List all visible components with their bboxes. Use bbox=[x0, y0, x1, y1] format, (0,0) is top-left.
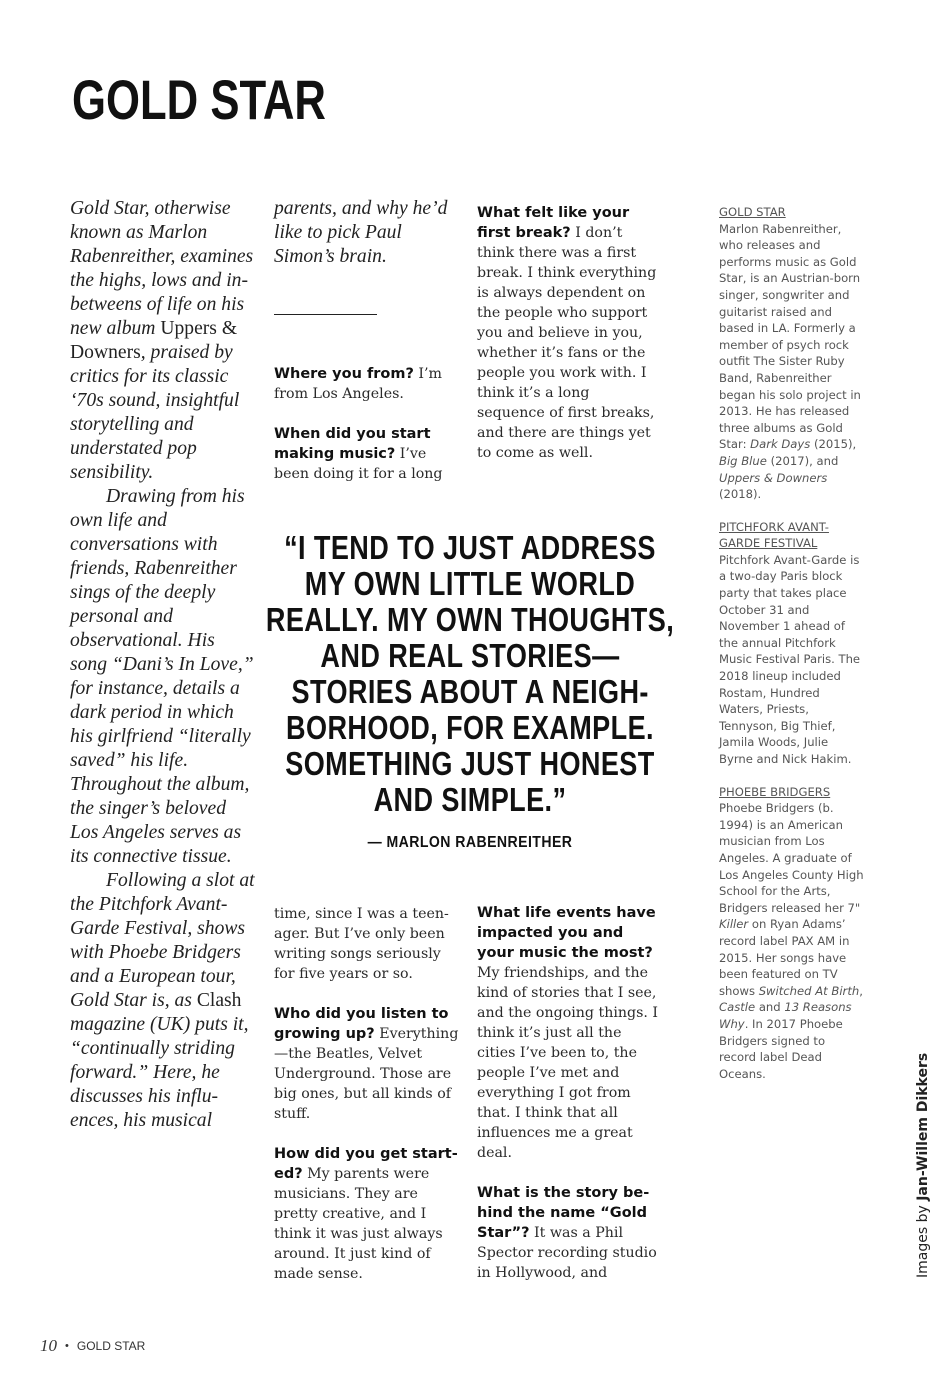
qa-entry bbox=[477, 203, 659, 463]
footer-bullet: • bbox=[65, 1340, 69, 1352]
answer: My friendships, and the kind of stories that I see, and the ongoing things. I think it’s just all the cities I’ve been to, the people I’ve met and everything I got from that. I think that all influences me a great deal. bbox=[477, 965, 659, 1161]
sidebar bbox=[719, 204, 865, 1098]
sidebar-heading: PITCHFORK AVANT-GARDE FESTIVAL bbox=[719, 519, 829, 551]
intro-continuation: parents, and why he’d like to pick Paul Simon’s brain. bbox=[274, 198, 448, 267]
qa-entry bbox=[274, 1144, 460, 1284]
intro-paragraph-3: Following a slot at the Pitchfork Avant-Garde Festival, shows with Phoebe Bridgers and a European tour, Gold Star is, as Clash magazine (UK) puts it, “continually striding forward.” Here, he discusses his influences, his musical bbox=[70, 870, 255, 1131]
answer: I don’t think there was a first break. I think everything is always dependent on the people who support you and believe in you, whether it’s fans or the people you work with. I think it’s a long sequence of first breaks, and there are things yet to come as well. bbox=[477, 225, 657, 461]
answer: My parents were musicians. They are pretty creative, and I think it was just always around. It just kind of made sense. bbox=[274, 1166, 443, 1282]
question: What is the story behind the name “Gold Star”? bbox=[477, 1185, 650, 1241]
magazine-name: Clash bbox=[196, 990, 242, 1011]
intro-column bbox=[70, 197, 256, 1133]
question: What felt like your first break? bbox=[477, 205, 630, 241]
page-footer bbox=[40, 1336, 145, 1356]
qa-entry bbox=[477, 903, 659, 1163]
qa-column-2b bbox=[274, 904, 460, 1304]
answer: It was a Phil Spector recording studio in Hollywood, and bbox=[477, 1225, 657, 1281]
intro-paragraph-1: Gold Star, otherwise known as Marlon Rabenreither, examines the highs, lows and in-betweens of life on his new album Uppers & Downers, praised by critics for its classic ‘70s sound, insightful storytelling and understated pop sensibility. bbox=[70, 198, 254, 483]
qa-column-2a bbox=[274, 364, 458, 504]
qa-entry bbox=[274, 424, 458, 484]
photo-credit: Images by Jan-Willem Dikkers bbox=[915, 1052, 931, 1278]
sidebar-gold-star bbox=[719, 204, 865, 503]
qa-column-3a bbox=[477, 203, 659, 483]
divider-rule bbox=[274, 314, 377, 315]
answer: I’ve been doing it for a long bbox=[274, 446, 443, 482]
page-title: GOLD STAR bbox=[72, 68, 326, 131]
sidebar-heading: PHOEBE BRIDGERS bbox=[719, 784, 831, 799]
footer-label: GOLD STAR bbox=[76, 1339, 146, 1353]
sidebar-pitchfork bbox=[719, 519, 865, 768]
qa-entry bbox=[274, 1004, 460, 1124]
page-number: 10 bbox=[40, 1336, 57, 1355]
answer: Everything—the Beatles, Velvet Underground. Those are big ones, but all kinds of stuff. bbox=[274, 1026, 459, 1122]
answer: time, since I was a teenager. But I’ve only been writing songs seriously for five years or so. bbox=[274, 906, 449, 982]
qa-entry bbox=[477, 1183, 659, 1283]
question: When did you start making music? bbox=[274, 426, 431, 462]
qa-column-3b bbox=[477, 903, 659, 1303]
album-name: Uppers & Downers bbox=[70, 318, 238, 363]
sidebar-body: Pitchfork Avant-Garde is a two-day Paris block party that takes place October 31 and November 1 ahead of the annual Pitchfork Music Festival Paris. The 2018 lineup included Rostam, Hundred Waters, Priests, Tennyson, Big Thief, Jamila Woods, Julie Byrne and Nick Hakim. bbox=[719, 552, 861, 766]
sidebar-phoebe-bridgers bbox=[719, 784, 865, 1083]
question: What life events have impacted you and your music the most? bbox=[477, 905, 656, 961]
question: How did you get started? bbox=[274, 1146, 458, 1182]
pull-quote-text: “I TEND TO JUST ADDRESS MY OWN LITTLE WORLD REALLY. MY OWN THOUGHTS, AND REAL STORIES— STORIES ABOUT A NEIGHBORHOOD, FOR EXAMPLE. SOMETHING JUST HONEST AND SIMPLE.” bbox=[265, 529, 675, 818]
question: Where you from? bbox=[274, 366, 414, 382]
sidebar-body: Marlon Rabenreither, who releases and performs music as Gold Star, is an Austrian-born singer, songwriter and guitarist raised and based in LA. Formerly a member of psych rock outfit The Sister Ruby Band, Rabenreither began his solo project in 2013. He has released three albums as Gold Star: Dark Days (2015), Big Blue (2017), and Uppers & Downers (2018). bbox=[719, 221, 861, 502]
sidebar-body: Phoebe Bridgers (b. 1994) is an American musician from Los Angeles. A graduate of Los Angeles County High School for the Arts, Bridgers released her 7" Killer on Ryan Adams’ record label PAX AM in 2015. Her songs have been featured on TV shows Switched At Birth, Castle and 13 Reasons Why. In 2017 Phoebe Bridgers signed to record label Dead Oceans. bbox=[719, 801, 864, 1081]
answer: I’m from Los Angeles. bbox=[274, 366, 442, 402]
sidebar-heading: GOLD STAR bbox=[719, 205, 786, 219]
question: Who did you listen to growing up? bbox=[274, 1006, 449, 1042]
pull-quote bbox=[262, 530, 678, 852]
qa-entry bbox=[274, 904, 460, 984]
pull-quote-attribution: — MARLON RABENREITHER bbox=[367, 834, 573, 851]
intro-paragraph-2: Drawing from his own life and conversations with friends, Rabenreither sings of the deeply personal and observational. His song “Dani’s In Love,” for instance, details a dark period in which his girlfriend “literally saved” his life. Throughout the album, the singer’s beloved Los Angeles serves as its connective tissue. bbox=[70, 486, 254, 867]
qa-entry bbox=[274, 364, 458, 404]
